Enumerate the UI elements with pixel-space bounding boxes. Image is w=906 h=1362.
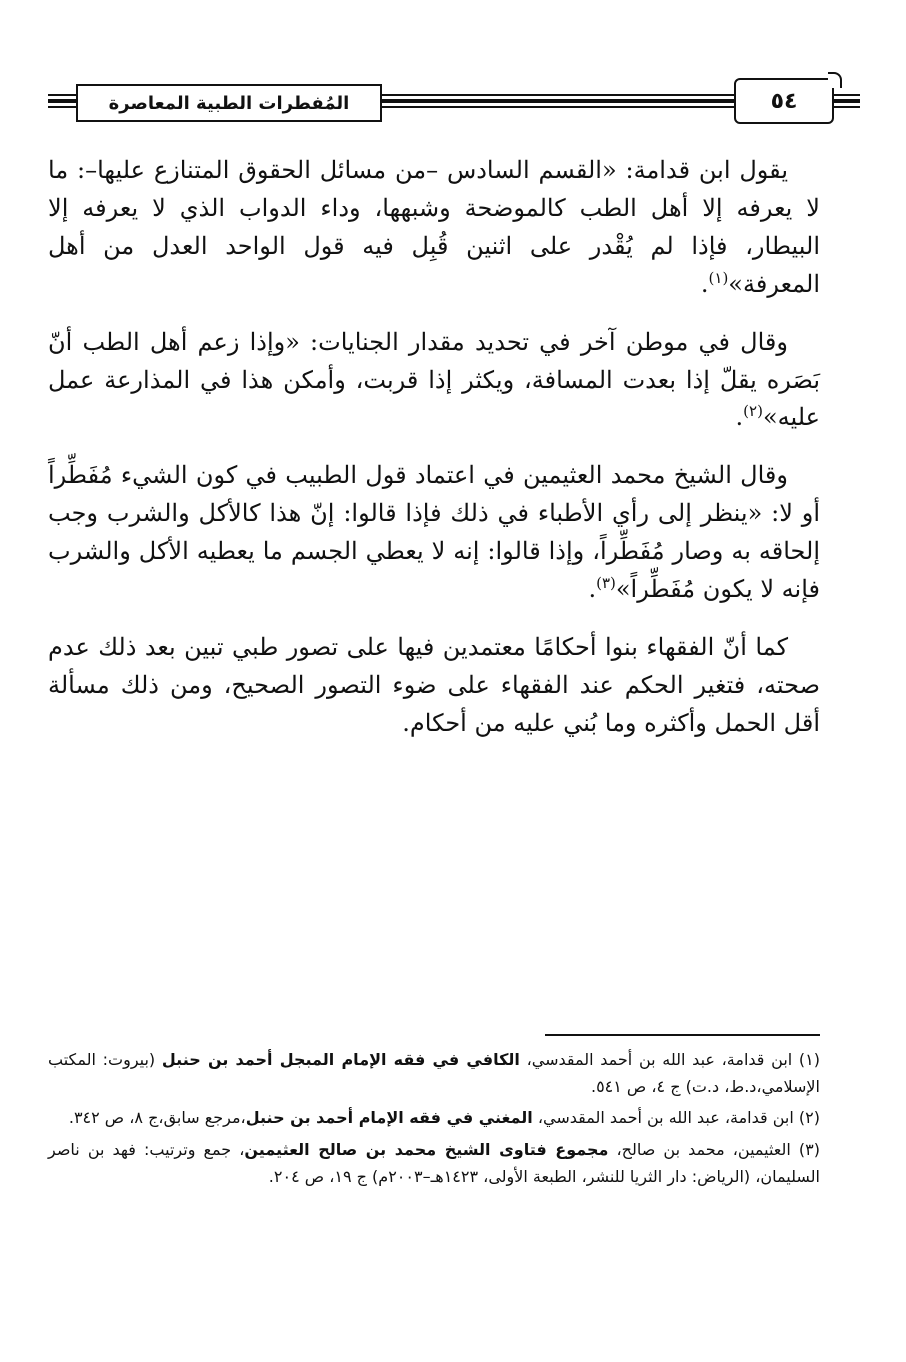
footnote-text: (بيروت: المكتب الإسلامي،د.ط، د.ت) ج ٤، ص ٥٤١. bbox=[48, 1050, 820, 1097]
paragraph-text: كما أنّ الفقهاء بنوا أحكامًا معتمدين فيها على تصور طبي تبين بعد ذلك عدم صحته، فتغير الحكم عند الفقهاء على ضوء التصور الصحيح، ومن ذلك مسألة أقل الحمل وأكثره وما بُني عليه من أحكام. bbox=[48, 632, 820, 737]
footnote-1 bbox=[48, 1046, 820, 1100]
footnote-text: ، جمع وترتيب: فهد بن ناصر السليمان، (الرياض: دار الثريا للنشر، الطبعة الأولى، ١٤٢٣هـ–٢٠٠٣م) ج ١٩، ص ٢٠٤. bbox=[48, 1139, 820, 1186]
paragraph-text: وقال في موطن آخر في تحديد مقدار الجنايات: «وإذا زعم أهل الطب أنّ بَصَره يقلّ إذا بعدت المسافة، ويكثر إذا قربت، وأمكن هذا في المذارعة عمل عليه» bbox=[48, 327, 820, 432]
paragraph-ibn-qudama-quote bbox=[48, 152, 820, 304]
paragraph-uthaymeen-quote bbox=[48, 457, 820, 609]
paragraph-text: يقول ابن قدامة: «القسم السادس –من مسائل الحقوق المتنازع عليها–: ما لا يعرفه إلا أهل الطب كالموضحة وشبهها، وداء الدواب الذي لا يعرفه إلا البيطار، فإذا لم يُقْدر على اثنين قُبِل فيه قول الواحد العدل من أهل المعرفة» bbox=[48, 156, 820, 298]
footnote-ref-3: (٣) bbox=[596, 574, 616, 593]
running-book-title bbox=[76, 84, 382, 122]
footnote-3 bbox=[48, 1136, 820, 1190]
page-number-scroll-box bbox=[734, 78, 834, 124]
paragraph-end: . bbox=[588, 575, 597, 604]
footnote-book-title: الكافي في فقه الإمام المبجل أحمد بن حنبل bbox=[161, 1050, 520, 1069]
footnote-separator bbox=[545, 1034, 820, 1036]
main-body-text bbox=[48, 152, 820, 763]
paragraph-end: . bbox=[735, 403, 744, 432]
footnote-book-title: المغني في فقه الإمام أحمد بن حنبل bbox=[245, 1108, 533, 1128]
footnote-book-title: مجموع فتاوى الشيخ محمد بن صالح العثيمين bbox=[244, 1139, 609, 1159]
footnote-ref-1: (١) bbox=[708, 268, 729, 287]
paragraph-end: . bbox=[700, 269, 709, 298]
paragraph-text: وقال الشيخ محمد العثيمين في اعتماد قول الطبيب في كون الشيء مُفَطِّراً أو لا: «ينظر إلى رأي الأطباء في ذلك فإذا قالوا: إنّ هذا كالأكل والشرب وجب إلحاقه به وصار مُفَطِّراً، وإذا قالوا: إنه لا يعطي الجسم ما يعطيه الأكل والشرب فإنه لا يكون مُفَطِّراً» bbox=[48, 461, 821, 604]
page-header bbox=[48, 72, 860, 128]
footnote-text: (١) ابن قدامة، عبد الله بن أحمد المقدسي، bbox=[519, 1050, 821, 1069]
footnote-text: ،مرجع سابق،ج ٨، ص ٣٤٢. bbox=[68, 1108, 246, 1128]
page-number: ٥٤ bbox=[770, 88, 798, 114]
footnote-text: (٢) ابن قدامة، عبد الله بن أحمد المقدسي، bbox=[532, 1108, 820, 1128]
footnote-2 bbox=[48, 1104, 820, 1131]
paragraph-jinayat-quote bbox=[48, 324, 820, 438]
book-title-text: المُفطرات الطبية المعاصرة bbox=[108, 92, 350, 114]
footnote-text: (٣) العثيمين، محمد بن صالح، bbox=[608, 1139, 820, 1159]
paragraph-fuqaha-medical bbox=[48, 629, 820, 743]
footnote-ref-2: (٢) bbox=[743, 402, 763, 421]
footnotes-section bbox=[48, 1046, 820, 1194]
